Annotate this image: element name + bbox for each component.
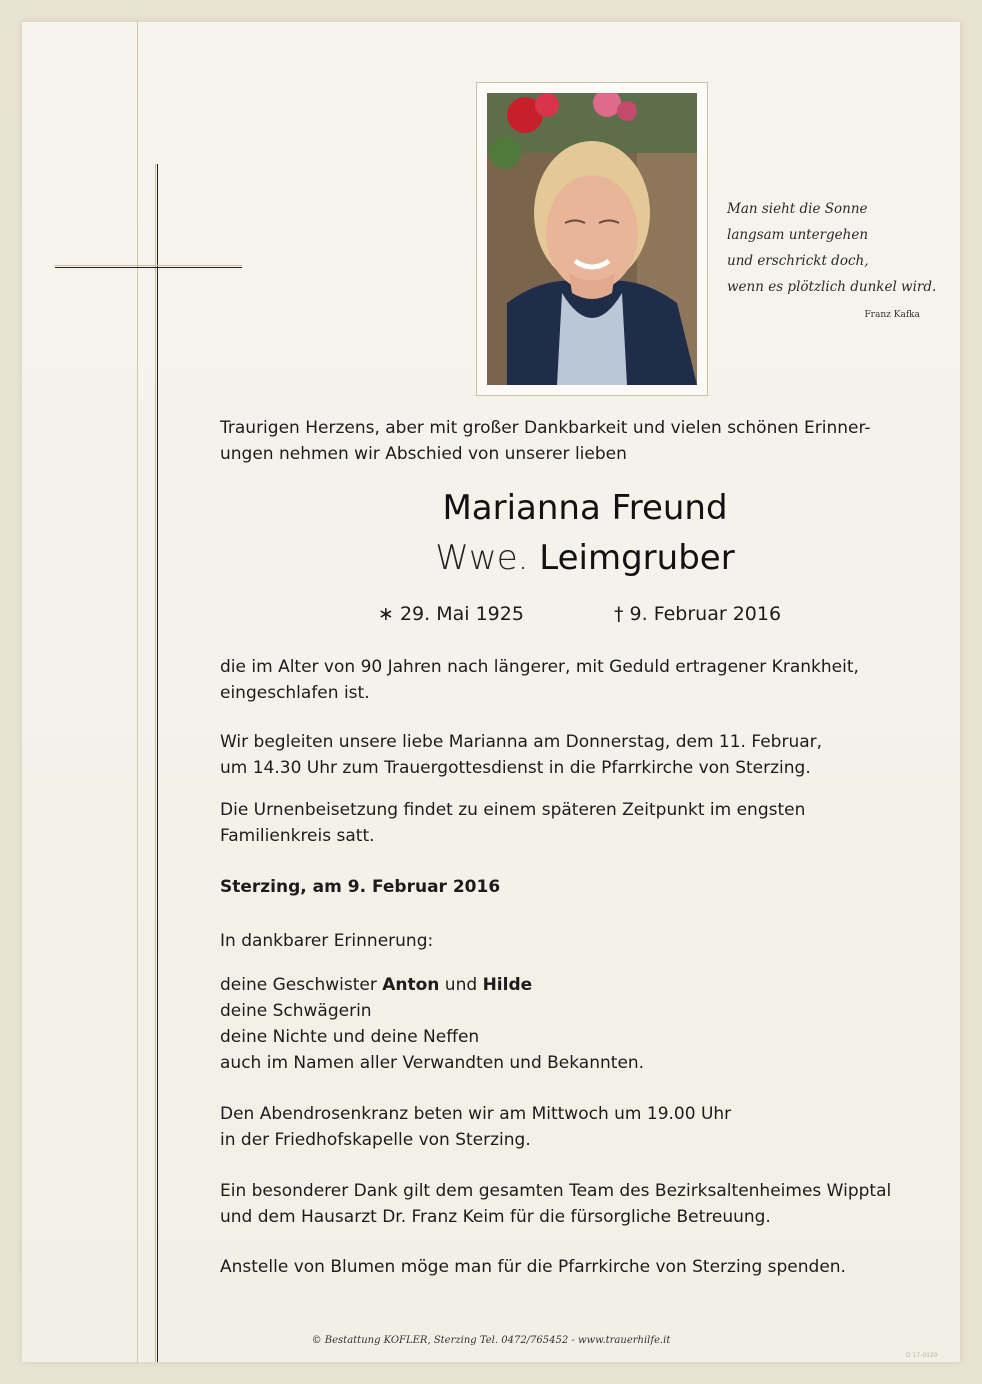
widow-prefix: Wwe.: [435, 538, 529, 578]
mourners-line: auch im Namen aller Verwandten und Bekannten.: [220, 1053, 645, 1073]
body-line: die im Alter von 90 Jahren nach längerer, mit Geduld ertragener Krankheit,: [220, 657, 859, 677]
body-line: um 14.30 Uhr zum Trauergottesdienst in die Pfarrkirche von Sterzing.: [220, 758, 811, 778]
mourners-and: und: [439, 975, 483, 995]
body-line: Wir begleiten unsere liebe Marianna am Donnerstag, dem 11. Februar,: [220, 732, 823, 752]
margin-line: [137, 22, 138, 1362]
death-date: † 9. Februar 2016: [614, 603, 782, 625]
quote-line: und erschrickt doch,: [727, 253, 869, 269]
birth-date: ∗ 29. Mai 1925: [378, 603, 524, 625]
body-line: Die Urnenbeisetzung findet zu einem späteren Zeitpunkt im engsten: [220, 800, 806, 820]
rosary-line: Den Abendrosenkranz beten wir am Mittwoch um 19.00 Uhr: [220, 1104, 732, 1124]
place-date: Sterzing, am 9. Februar 2016: [220, 877, 501, 897]
thanks-line: Ein besonderer Dank gilt dem gesamten Team des Bezirksaltenheimes Wipptal: [220, 1181, 892, 1201]
maiden-name: Leimgruber: [539, 538, 735, 578]
document-code: D 17-0120: [906, 1352, 938, 1359]
mourner-name: Anton: [382, 975, 440, 995]
mourners-prefix: deine Geschwister: [220, 975, 383, 995]
mourners-line: deine Nichte und deine Neffen: [220, 1027, 480, 1047]
flowers-line: Anstelle von Blumen möge man für die Pfarrkirche von Sterzing spenden.: [220, 1257, 846, 1277]
quote-line: langsam untergehen: [727, 227, 869, 243]
quote-line: Man sieht die Sonne: [727, 201, 868, 217]
footer-imprint: © Bestattung KOFLER, Sterzing Tel. 0472/765452 - www.trauerhilfe.it: [311, 1335, 671, 1346]
portrait-photo: [487, 93, 697, 385]
cross-horizontal-bar: [55, 265, 242, 268]
mourner-name: Hilde: [482, 975, 533, 995]
memory-heading: In dankbarer Erinnerung:: [220, 931, 434, 951]
intro-line: ungen nehmen wir Abschied von unserer lieben: [220, 444, 627, 464]
quote-author: Franz Kafka: [864, 310, 920, 320]
deceased-maiden-name: [220, 534, 950, 582]
intro-line: Traurigen Herzens, aber mit großer Dankbarkeit und vielen schönen Erinner-: [220, 418, 871, 438]
portrait-frame: [476, 82, 708, 396]
body-line: Familienkreis satt.: [220, 826, 375, 846]
mourners-line: [220, 972, 532, 998]
thanks-line: und dem Hausarzt Dr. Franz Keim für die fürsorgliche Betreuung.: [220, 1207, 771, 1227]
mourners-line: deine Schwägerin: [220, 1001, 372, 1021]
quote: [727, 196, 937, 300]
deceased-name: Marianna Freund: [442, 488, 728, 528]
portrait-illustration: [487, 93, 697, 385]
quote-line: wenn es plötzlich dunkel wird.: [727, 279, 937, 295]
cross-vertical-bar: [155, 164, 158, 1362]
obituary-page: [22, 22, 960, 1362]
rosary-line: in der Friedhofskapelle von Sterzing.: [220, 1130, 531, 1150]
body-line: eingeschlafen ist.: [220, 683, 370, 703]
